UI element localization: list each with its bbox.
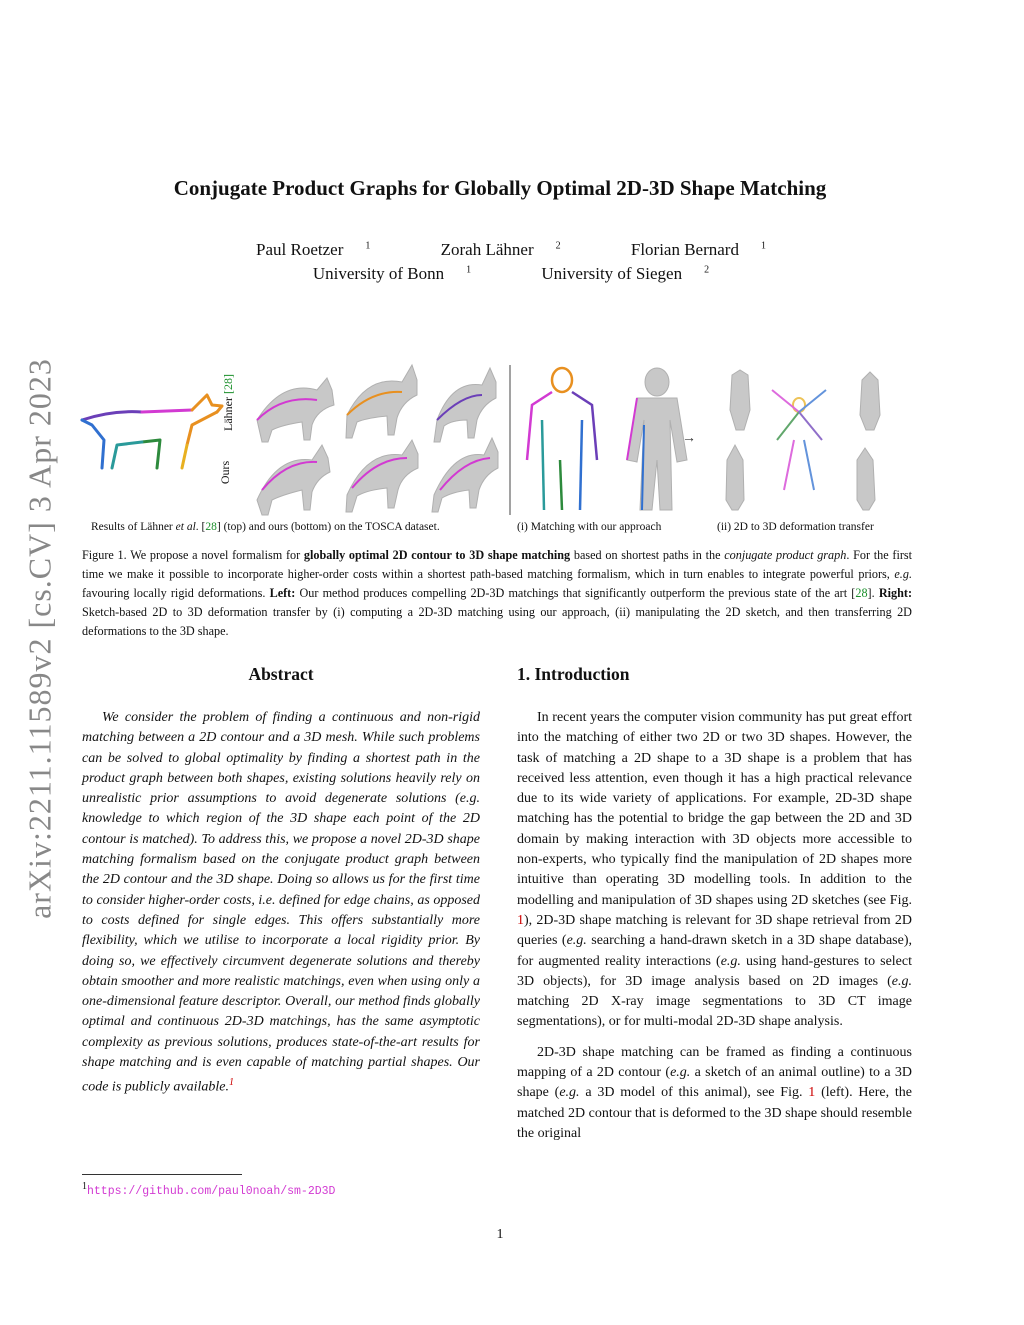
figure-1-illustration xyxy=(72,350,912,520)
wolf-2d-contour xyxy=(82,395,222,468)
row-label-bottom: Ours xyxy=(218,460,233,485)
human-3d-render xyxy=(627,368,687,510)
deformation-figures xyxy=(726,370,880,510)
row-label-top: Lähner [28] xyxy=(220,374,235,431)
deformation-sketches xyxy=(772,390,826,490)
author-3: Florian Bernard $^1$ xyxy=(630,240,766,259)
wolf-3d-renders-top xyxy=(257,365,496,442)
introduction-heading: 1. Introduction xyxy=(517,664,630,684)
footnote-rule xyxy=(82,1174,242,1175)
footnote: $^1$https://github.com/paul0noah/sm-2D3D xyxy=(82,1181,336,1198)
intro-paragraph-2: 2D-3D shape matching can be framed as finding a continuous mapping of a 2D contour (e.g. a sketch of an animal outline) to a 3D shape (e.g. a 3D model of this animal), see Fig. 1 (left). Here, the matched 2D contour that is deformed to the 3D shape should resemble the original xyxy=(517,1044,912,1141)
arxiv-side-label: arXiv:2211.11589v2 [cs.CV] 3 Apr 2023 xyxy=(21,358,58,919)
code-link[interactable]: https://github.com/paul0noah/sm-2D3D xyxy=(87,1185,336,1198)
page-number: 1 xyxy=(496,1227,504,1242)
author-1: Paul Roetzer $^1$ xyxy=(256,240,371,259)
author-2: Zorah Lähner $^2$ xyxy=(440,240,561,259)
abstract-heading: Abstract xyxy=(248,664,314,684)
affiliation-2: University of Siegen $^2$ xyxy=(541,264,710,283)
affiliation-1: University of Bonn $^1$ xyxy=(312,264,472,283)
intro-paragraph-1: In recent years the computer vision community has put great effort into the matching of either two 2D or two 3D shapes. However, the task of matching a 2D shape to a 3D shape is a problem that has received less attention, even though it has a high practical relevance due to its wide variety of applications. For example, 2D-3D shape matching has the potential to bridge the gap between the 2D and 3D domain by making interaction with 3D objects more accessible to non-experts, who typically find the manipulation of 2D shapes more intuitive than operating 3D modelling tools. In addition to the modelling and manipulation of 3D shapes using 2D sketches (see Fig. 1), 2D-3D shape matching is relevant for 3D shape retrieval from 2D queries (e.g. searching a hand-drawn sketch in a 3D shape database), for augmented reality interactions (e.g. using hand-gestures to select 3D objects), for 3D image analysis based on 2D images (e.g. matching 2D X-ray image segmentations to 3D CT image segmentations), or for multi-modal 2D-3D shape analysis. xyxy=(517,710,913,1030)
wolf-3d-renders-bottom xyxy=(257,438,498,515)
arrow-icon: → xyxy=(682,431,696,446)
figure-1-caption: Figure 1. We propose a novel formalism for globally optimal 2D contour to 3D shape matching based on shortest paths in the conjugate product graph. For the first time we make it possible to incorporate higher-order costs within a shortest path-based matching formalism, which in turn enables to integrate powerful priors, e.g. favouring locally rigid deformations. Left: Our method produces compelling 2D-3D matchings that significantly outperform the previous state of the art [28]. Right: Sketch-based 2D to 3D deformation transfer by (i) computing a 2D-3D matching using our approach, (ii) manipulating the 2D sketch, and then transferring 2D deformations to the 3D shape. xyxy=(82,548,913,638)
subcaption-left: Results of Lähner et al. [28] (top) and ours (bottom) on the TOSCA dataset. xyxy=(91,521,440,533)
abstract-body: We consider the problem of finding a continuous and non-rigid matching between a 2D contour and a 3D mesh. While such problems can be solved to global optimality by finding a shortest path in the product graph between both shapes, existing solutions heavily rely on unrealistic prior assumptions to avoid degenerate solutions (e.g. knowledge to which region of the 3D shape each point of the 2D contour is matched). To address this, we propose a novel 2D-3D shape matching formalism based on the conjugate product graph between the 2D contour and the 3D shape. Doing so allows us for the first time to consider higher-order costs, i.e. defined for edge chains, as opposed to costs defined for single edges. This offers substantially more flexibility, which we utilise to incorporate a local rigidity prior. By doing so, we effectively circumvent degenerate solutions and thereby obtain smoother and more realistic matchings, even when using only a one-dimensional feature descriptor. Overall, our method finds globally optimal and continuous 2D-3D matchings, has the same asymptotic complexity as previous solutions, produces state-of-the-art results for shape matching and is even capable of matching partial shapes. Our code is publicly available.$^1$ xyxy=(82,710,480,1095)
paper-title: Conjugate Product Graphs for Globally Optimal 2D-3D Shape Matching xyxy=(173,176,827,200)
subcaption-middle: (i) Matching with our approach xyxy=(517,521,662,533)
introduction-body xyxy=(517,708,912,1144)
human-2d-contour xyxy=(527,368,597,510)
author-list xyxy=(0,240,1000,260)
affiliation-list xyxy=(0,264,1000,284)
subcaption-right: (ii) 2D to 3D deformation transfer xyxy=(717,521,874,533)
